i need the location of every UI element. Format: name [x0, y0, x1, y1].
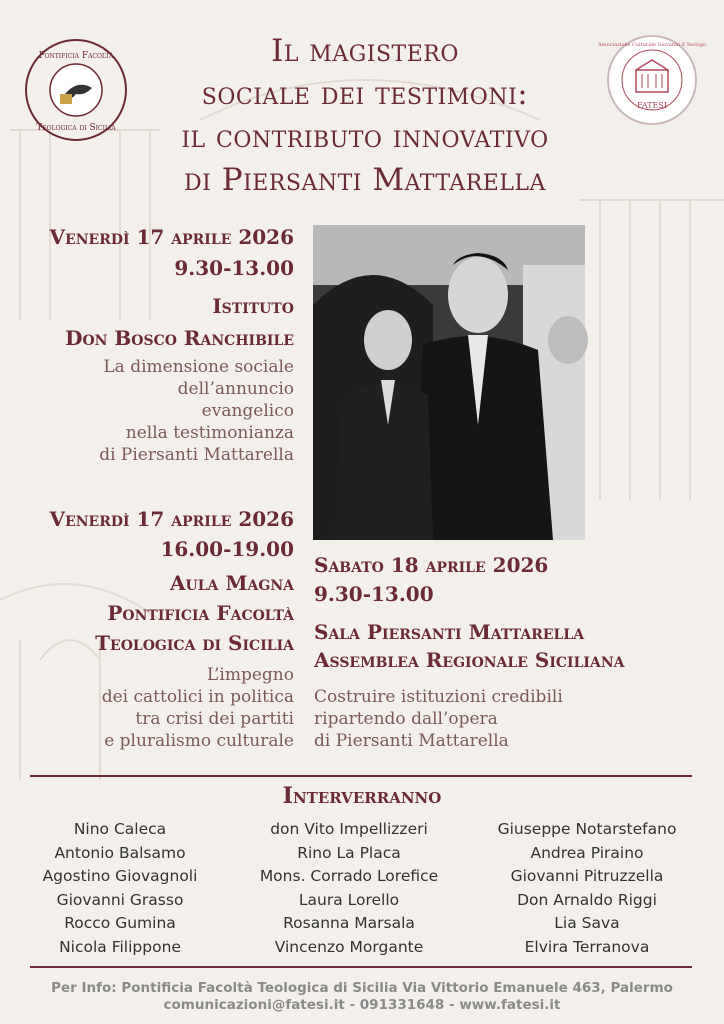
- topic-line: ripartendo dall’opera: [314, 709, 498, 729]
- speaker-name: Mons. Corrado Lorefice: [259, 867, 439, 886]
- speaker-name: Andrea Piraino: [530, 843, 644, 862]
- logo-left-bottom-text: Teologica di Sicilia: [36, 123, 116, 133]
- speaker-name: Giuseppe Notarstefano: [497, 820, 677, 838]
- title-line: Il magistero: [271, 33, 459, 69]
- event3-place: [314, 618, 714, 674]
- topic-line: L’impegno: [206, 665, 294, 685]
- speaker-name: Agostino Giovagnoli: [42, 867, 198, 886]
- event3-date: Sabato 18 aprile 2026: [314, 553, 549, 577]
- place-line: Teologica di Sicilia: [95, 631, 294, 655]
- title-line: il contributo innovativo: [181, 119, 549, 155]
- divider-bottom: [30, 966, 692, 968]
- topic-line: nella testimonianza: [125, 423, 294, 443]
- place-line: Pontificia Facoltà: [107, 601, 294, 625]
- speaker-name: Giovanni Grasso: [56, 890, 184, 909]
- logo-right-text: Associazione Culturale Giovanni il Teologo: [597, 42, 707, 48]
- speaker-name: Lia Sava: [554, 914, 620, 933]
- topic-line: dei cattolici in politica: [101, 687, 294, 707]
- place-line: Don Bosco Ranchibile: [65, 326, 294, 350]
- event2-date: Venerdì 17 aprile 2026: [49, 507, 294, 531]
- topic-line: tra crisi dei partiti: [135, 709, 294, 729]
- speaker-name: Nino Caleca: [73, 820, 167, 838]
- footer-info: [0, 980, 724, 1014]
- speakers-column-3: [484, 818, 690, 960]
- topic-line: Costruire istituzioni credibili: [314, 687, 563, 707]
- speaker-name: Giovanni Pitruzzella: [510, 867, 664, 886]
- event2-topic: [20, 664, 294, 752]
- topic-line: e pluralismo culturale: [104, 731, 294, 751]
- speaker-name: don Vito Impellizzeri: [270, 820, 428, 838]
- speaker-name: Nicola Filippone: [59, 937, 181, 956]
- topic-line: di Piersanti Mattarella: [314, 731, 509, 751]
- place-line: Aula Magna: [169, 571, 294, 595]
- speaker-name: Laura Lorello: [298, 890, 400, 909]
- event1-time: 9.30-13.00: [174, 256, 294, 280]
- title-line: sociale dei testimoni:: [201, 76, 529, 112]
- event2-place: [20, 568, 294, 658]
- divider-top: [30, 775, 692, 777]
- topic-line: evangelico: [201, 401, 294, 421]
- title-line: di Piersanti Mattarella: [184, 162, 546, 198]
- logo-left-top-text: Pontificia Facoltà: [38, 51, 114, 61]
- place-line: Istituto: [212, 294, 294, 318]
- event1-date: Venerdì 17 aprile 2026: [49, 225, 294, 249]
- event1-place: [20, 290, 294, 354]
- historic-photo: [313, 225, 585, 540]
- topic-line: di Piersanti Mattarella: [99, 445, 294, 465]
- speakers-heading: Interverranno: [282, 783, 442, 809]
- speaker-name: Rosanna Marsala: [283, 914, 415, 933]
- speaker-name: Rocco Gumina: [64, 914, 176, 933]
- speaker-name: Don Arnaldo Riggi: [517, 890, 657, 909]
- footer-address: Per Info: Pontificia Facoltà Teologica di Sicilia Via Vittorio Emanuele 463, Palermo: [51, 980, 673, 996]
- speaker-name: Elvira Terranova: [524, 937, 650, 956]
- topic-line: dell’annuncio: [177, 379, 294, 399]
- logo-right-bottom: FATESI: [636, 101, 668, 110]
- event2-time: 16.00-19.00: [160, 537, 294, 561]
- place-line: Assemblea Regionale Siciliana: [314, 648, 625, 672]
- speakers-column-1: [20, 818, 220, 960]
- speaker-name: Vincenzo Morgante: [274, 937, 424, 956]
- speakers-column-2: [246, 818, 452, 960]
- speaker-name: Rino La Placa: [297, 843, 401, 862]
- event1-topic: [40, 356, 294, 466]
- page-title: [110, 30, 620, 202]
- event3-topic: [314, 686, 714, 752]
- event3-time: 9.30-13.00: [314, 582, 434, 606]
- footer-contacts[interactable]: comunicazioni@fatesi.it - 091331648 - www.fatesi.it: [163, 997, 561, 1013]
- place-line: Sala Piersanti Mattarella: [314, 620, 585, 644]
- topic-line: La dimensione sociale: [103, 357, 294, 377]
- speaker-name: Antonio Balsamo: [54, 843, 186, 862]
